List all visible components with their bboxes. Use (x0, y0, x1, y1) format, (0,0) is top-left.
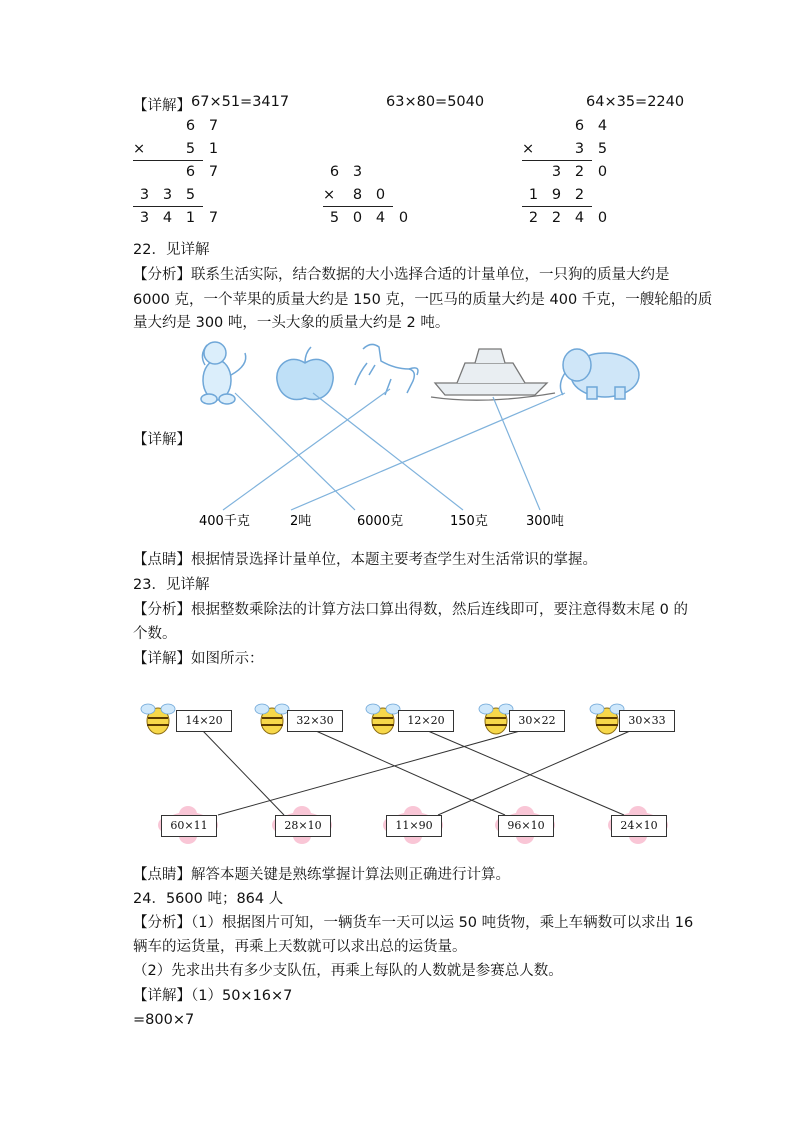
equation-63x80: 63×80=5040 (386, 94, 485, 110)
match-line-apple (313, 393, 463, 510)
q22-analysis-1: 【分析】联系生活实际，结合数据的大小选择合适的计量单位，一只狗的质量大约是 (133, 267, 670, 283)
v1-partial2: 3 3 5 (139, 187, 196, 203)
expr-box-96x10: 96×10 (498, 815, 554, 837)
expr-box-30x22: 30×22 (509, 710, 565, 732)
v1-result: 3 4 1 7 (139, 210, 219, 226)
line-30x22-60x11 (218, 731, 520, 815)
q24-analysis-2: 辆车的运货量，再乘上天数就可以求出总的运货量。 (133, 939, 467, 955)
bee-icon-1 (141, 704, 175, 734)
q24-detail-1: 【详解】（1）50×16×7 (133, 988, 293, 1004)
q23-detail: 【详解】如图所示： (133, 651, 264, 667)
unit-label-6000g: 6000克 (357, 514, 404, 529)
match-line-elephant (291, 393, 565, 510)
line-14x20-28x10 (203, 731, 284, 815)
v2-row2: 8 0 (352, 187, 386, 203)
ship-image (431, 349, 555, 400)
equation-64x35: 64×35=2240 (586, 94, 685, 110)
expr-box-12x20: 12×20 (398, 710, 454, 732)
line-30x33-11x90 (438, 731, 630, 815)
expr-box-60x11: 60×11 (161, 815, 217, 837)
apple-image (277, 347, 333, 399)
q22-analysis-2: 6000 克，一个苹果的质量大约是 150 克，一匹马的质量大约是 400 千克，一艘轮船的质 (133, 292, 713, 308)
match-line-dog (235, 393, 355, 510)
detail-label-21: 【详解】 (133, 98, 191, 114)
unit-label-150g: 150克 (450, 514, 488, 529)
q22-analysis-3: 量大约是 300 吨，一头大象的质量大约是 2 吨。 (133, 315, 450, 331)
unit-label-2t: 2吨 (290, 514, 312, 529)
calc-matching-lines (203, 731, 630, 815)
q22-detail: 【详解】 (133, 432, 191, 448)
v3-result: 2 2 4 0 (528, 210, 608, 226)
weight-matching-figure (195, 335, 655, 530)
line-32x30-96x10 (316, 731, 505, 815)
bee-icon-4 (479, 704, 513, 734)
expr-box-30x33: 30×33 (619, 710, 675, 732)
line-12x20-24x10 (428, 731, 624, 815)
q22-remark: 【点睛】根据情景选择计量单位，本题主要考查学生对生活常识的掌握。 (133, 552, 597, 568)
q24-analysis-1: 【分析】（1）根据图片可知，一辆货车一天可以运 50 吨货物，乘上车辆数可以求出 16 (133, 915, 694, 931)
v1-row1: 6 7 (185, 118, 219, 134)
expr-box-28x10: 28×10 (275, 815, 331, 837)
q24-detail-2: =800×7 (133, 1012, 195, 1028)
q24-title: 24．5600 吨；864 人 (133, 891, 284, 907)
expr-box-32x30: 32×30 (287, 710, 343, 732)
q23-analysis-1: 【分析】根据整数乘除法的计算方法口算出得数，然后连线即可，要注意得数末尾 0 的 (133, 602, 688, 618)
v2-result: 5 0 4 0 (329, 210, 409, 226)
matching-lines (223, 389, 565, 510)
v1-rule1 (133, 160, 203, 161)
v3-row2: 3 5 (574, 141, 608, 157)
unit-label-400kg: 400千克 (199, 514, 250, 529)
v2-row1: 6 3 (329, 164, 363, 180)
v1-rule2 (133, 206, 203, 207)
v3-rule1 (522, 160, 592, 161)
v1-row2: 5 1 (185, 141, 219, 157)
v3-times: × (522, 141, 535, 157)
q23-analysis-2: 个数。 (133, 626, 177, 642)
v1-times: × (133, 141, 146, 157)
unit-label-300t: 300吨 (526, 514, 564, 529)
q24-analysis-3: （2）先求出共有多少支队伍，再乘上每队的人数就是参赛总人数。 (133, 963, 563, 979)
dog-image (201, 342, 246, 404)
match-line-horse (223, 389, 390, 510)
bee-icon-3 (366, 704, 400, 734)
v3-partial1: 3 2 0 (551, 164, 608, 180)
equation-67x51: 67×51=3417 (191, 94, 290, 110)
expr-box-14x20: 14×20 (176, 710, 232, 732)
q22-title: 22．见详解 (133, 242, 210, 258)
v2-times: × (323, 187, 336, 203)
bee-icon-2 (255, 704, 289, 734)
v3-rule2 (522, 206, 592, 207)
q23-title: 23．见详解 (133, 577, 210, 593)
expr-box-11x90: 11×90 (386, 815, 442, 837)
v1-partial1: 6 7 (185, 164, 219, 180)
elephant-image (560, 349, 639, 399)
q23-remark: 【点睛】解答本题关键是熟练掌握计算法则正确进行计算。 (133, 867, 510, 883)
v3-row1: 6 4 (574, 118, 608, 134)
expr-box-24x10: 24×10 (611, 815, 667, 837)
v2-rule (323, 206, 393, 207)
horse-image (355, 344, 418, 395)
v3-partial2: 1 9 2 (528, 187, 585, 203)
